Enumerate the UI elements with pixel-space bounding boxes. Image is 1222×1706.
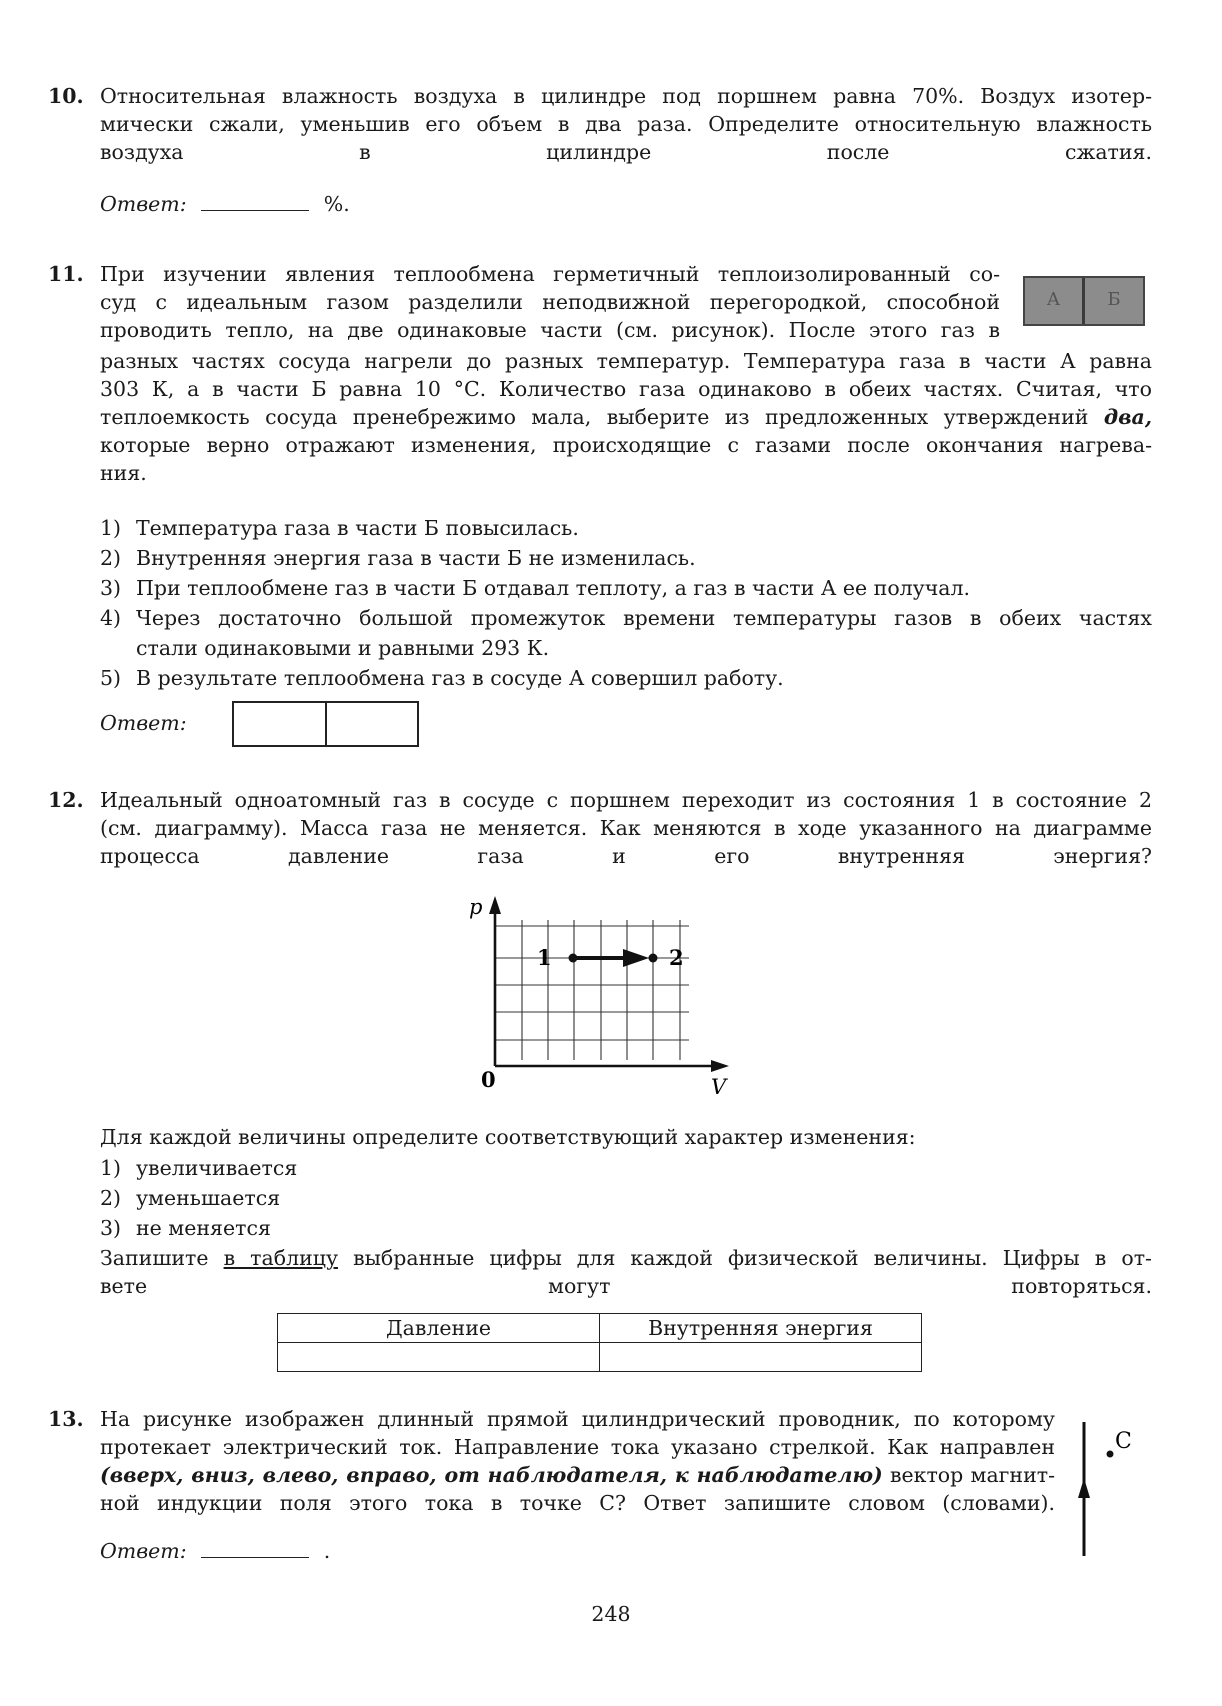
pv-axes (489, 896, 729, 1072)
q12-choices (100, 1153, 297, 1243)
header-pressure: Давление (278, 1314, 600, 1343)
q12-write-line-1: Запишите в таблицу выбранные цифры для каждой физической величины. Цифры в от- (100, 1246, 1152, 1270)
pv-diagram (455, 890, 745, 1100)
q13-answer-tail: . (323, 1539, 331, 1563)
q13-answer-row (100, 1537, 330, 1565)
vessel-part-b-label: Б (1107, 289, 1121, 310)
q13-emphasis: (вверх, вниз, влево, вправо, от наблюдателя, к наблюдателю) (100, 1463, 883, 1487)
vessel-part-a-label: А (1046, 289, 1061, 310)
q11-line-7: которые верно отражают изменения, происходящие с газами после окончания нагрева- (100, 433, 1152, 457)
q10-line-3: воздуха в цилиндре после сжатия. (100, 140, 1152, 164)
pressure-answer-cell[interactable] (278, 1343, 600, 1372)
q13-text (100, 1405, 1055, 1517)
conductor-figure (1070, 1418, 1140, 1558)
q10-answer-field[interactable] (201, 192, 309, 211)
state-2-label: 2 (669, 945, 684, 970)
q13-answer-label: Ответ: (100, 1539, 187, 1563)
q10-number: 10. (48, 84, 84, 108)
header-internal-energy: Внутренняя энергия (600, 1314, 922, 1343)
table-answer-row (278, 1343, 922, 1372)
q11-line-5: 303 К, а в части Б равна 10 °С. Количество газа одинаково в обеих частях. Считая, что (100, 377, 1152, 401)
energy-answer-cell[interactable] (600, 1343, 922, 1372)
q12-text (100, 786, 1152, 870)
q10-answer-unit: %. (323, 192, 350, 216)
table-header-row (278, 1314, 922, 1343)
q12-answer-table (277, 1313, 922, 1372)
q12-instruction: Для каждой величины определите соответствующий характер изменения: (100, 1125, 916, 1149)
q11-option: 4) Через достаточно большой промежуток времени температуры газов в обеих частях (100, 606, 1152, 630)
q13-line-3: (вверх, вниз, влево, вправо, от наблюдателя, к наблюдателю) вектор магнит- (100, 1463, 1056, 1487)
point-c (1107, 1451, 1114, 1458)
q13-line-2: протекает электрический ток. Направление тока указано стрелкой. Как направлен (100, 1435, 1055, 1459)
q13-line-4: ной индукции поля этого тока в точке С? Ответ запишите словом (словами). (100, 1491, 1055, 1515)
q10-answer-row (100, 190, 350, 218)
page-number: 248 (591, 1602, 631, 1626)
q13-line-1: На рисунке изображен длинный прямой цилиндрический проводник, по которому (100, 1407, 1055, 1431)
q13-number: 13. (48, 1407, 84, 1431)
q11-options (100, 513, 1152, 693)
current-arrow (1078, 1478, 1090, 1498)
q11-answer-cell-2[interactable] (325, 701, 419, 747)
pv-grid (495, 920, 689, 1060)
q11-text-narrow (100, 260, 1000, 344)
vessel-figure (1023, 276, 1145, 326)
q11-option: стали одинаковыми и равными 293 К. (136, 636, 550, 660)
state-2-point (649, 954, 658, 963)
q11-number: 11. (48, 262, 84, 286)
q12-line-3: процесса давление газа и его внутренняя энергия? (100, 844, 1152, 868)
q11-option: 1) Температура газа в части Б повысилась. (100, 516, 579, 540)
q12-number: 12. (48, 788, 84, 812)
x-axis-label: V (711, 1075, 727, 1099)
q11-option: 3) При теплообмене газ в части Б отдавал теплоту, а газ в части А ее получал. (100, 576, 971, 600)
q11-line-3: проводить тепло, на две одинаковые части (см. рисунок). После этого газ в (100, 318, 1000, 342)
q11-answer-label: Ответ: (100, 711, 187, 735)
q11-line-8: ния. (100, 461, 147, 485)
q12-write-instruction (100, 1244, 1152, 1300)
q11-answer-cell-1[interactable] (232, 701, 327, 747)
q13-answer-field[interactable] (201, 1539, 309, 1558)
q11-line-6: теплоемкость сосуда пренебрежимо мала, выберите из предложенных утверждений два, (100, 405, 1152, 429)
q11-option: 5) В результате теплообмена газ в сосуде А совершил работу. (100, 666, 784, 690)
q12-choice: 2) уменьшается (100, 1186, 281, 1210)
origin-label: 0 (481, 1067, 496, 1092)
q11-text-wide (100, 347, 1152, 487)
state-1-point (569, 954, 578, 963)
state-1-label: 1 (537, 945, 552, 970)
process-arrow (569, 949, 658, 967)
q12-write-line-2: вете могут повторяться. (100, 1274, 1152, 1298)
table-link: в таблицу (223, 1246, 339, 1270)
q10-line-1: Относительная влажность воздуха в цилиндре под поршнем равна 70%. Воздух изотер- (100, 84, 1152, 108)
q11-option: 2) Внутренняя энергия газа в части Б не изменилась. (100, 546, 696, 570)
q11-line-1: При изучении явления теплообмена герметичный теплоизолированный со- (100, 262, 1000, 286)
q11-line-2: суд с идеальным газом разделили неподвижной перегородкой, способной (100, 290, 1000, 314)
q10-line-2: мически сжали, уменьшив его объем в два раза. Определите относительную влажность (100, 112, 1152, 136)
q10-text (100, 82, 1152, 166)
q11-line-4: разных частях сосуда нагрели до разных температур. Температура газа в части А равна (100, 349, 1152, 373)
q10-answer-label: Ответ: (100, 192, 187, 216)
q12-line-2: (см. диаграмму). Масса газа не меняется. Как меняются в ходе указанного на диаграмме (100, 816, 1152, 840)
y-axis-label: p (469, 895, 483, 919)
q11-emphasis: два, (1103, 405, 1152, 429)
q12-choice: 1) увеличивается (100, 1156, 298, 1180)
q12-line-1: Идеальный одноатомный газ в сосуде с поршнем переходит из состояния 1 в состояние 2 (100, 788, 1152, 812)
point-c-label: С (1115, 1429, 1132, 1454)
q12-choice: 3) не меняется (100, 1216, 271, 1240)
